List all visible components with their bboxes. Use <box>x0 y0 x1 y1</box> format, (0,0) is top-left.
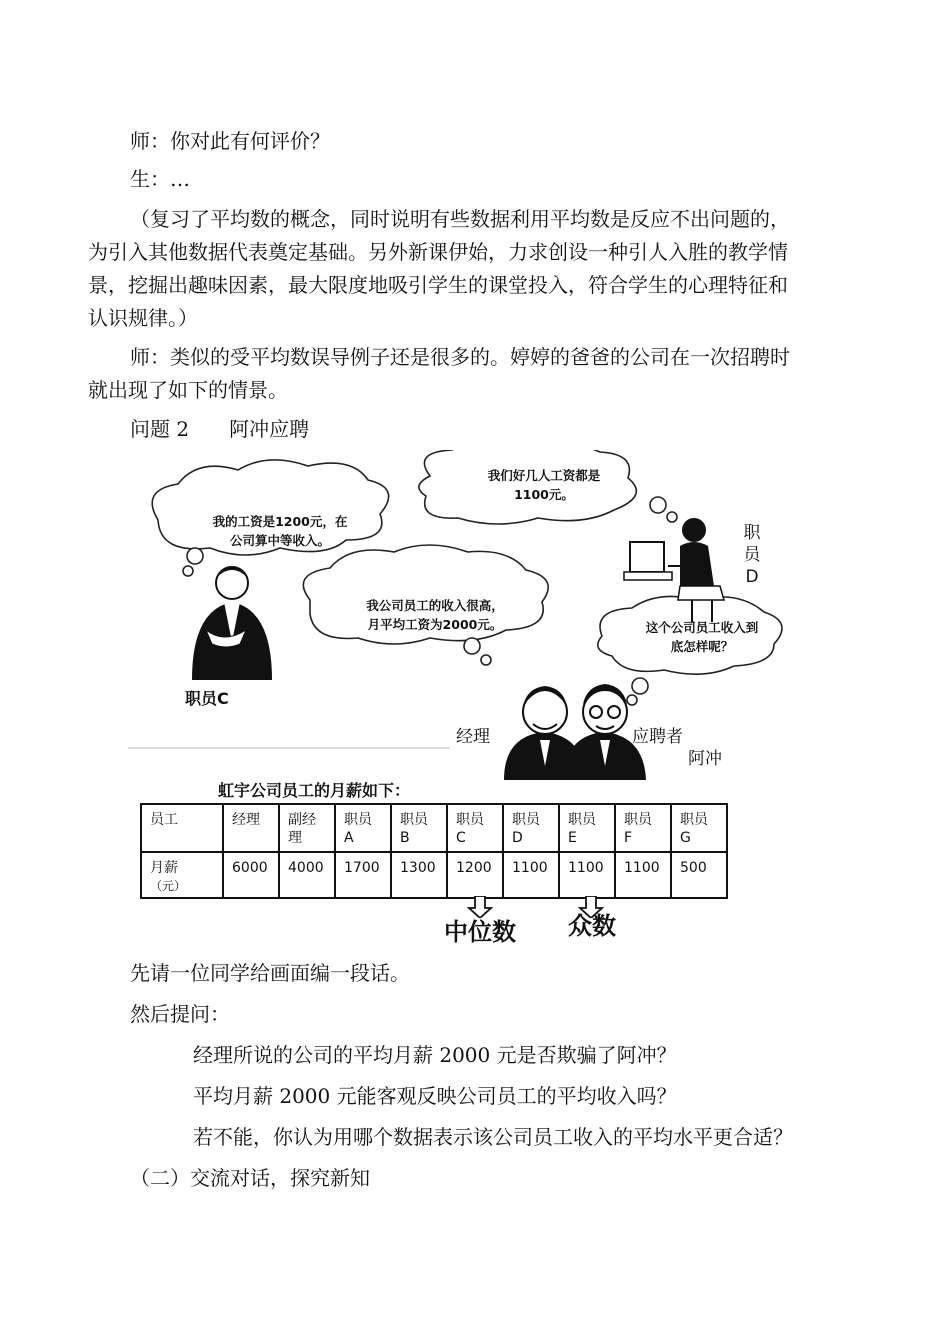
section-heading: （二）交流对话，探究新知 <box>130 1166 370 1190</box>
table-value-row <box>141 852 727 898</box>
bubble-d-text <box>454 466 634 504</box>
header-cell-2 <box>335 804 391 852</box>
header-cell-1 <box>279 804 335 852</box>
header-cell-5 <box>503 804 559 852</box>
header-5-line-1: 职员 <box>512 812 540 828</box>
bubble-d-line-1: 我们好几人工资都是 <box>487 468 601 483</box>
note-line-1: （复习了平均数的概念，同时说明有些数据利用平均数是反应不出问题的， <box>130 207 790 231</box>
header-6-line-1: 职员 <box>568 812 596 828</box>
header-5-line-2: D <box>512 830 523 846</box>
paragraph-teacher-line-2: 就出现了如下的情景。 <box>88 378 288 402</box>
problem-title: 问题 2 阿冲应聘 <box>130 417 310 441</box>
bubble-manager-line-1: 我公司员工的收入很高， <box>366 598 504 613</box>
bubble-manager-text <box>330 596 540 634</box>
header-cell-8 <box>671 804 727 852</box>
header-3-line-2: B <box>400 830 410 846</box>
header-1-line-2: 理 <box>288 830 302 846</box>
note-line-4: 认识规律。） <box>88 306 198 330</box>
table-header-row <box>141 804 727 852</box>
header-3-line-1: 职员 <box>400 812 428 828</box>
question-1: 经理所说的公司的平均月薪 2000 元是否欺骗了阿冲？ <box>193 1043 677 1067</box>
bubble-applicant-line-1: 这个公司员工收入到 <box>645 620 759 635</box>
value-cell-3: 1300 <box>391 852 447 898</box>
note-line-2: 为引入其他数据代表奠定基础。另外新课伊始，力求创设一种引人入胜的教学情 <box>88 240 788 264</box>
bubble-manager-line-2: 月平均工资为2000元。 <box>367 617 503 632</box>
header-0-line-1: 经理 <box>232 812 260 828</box>
value-cell-1: 4000 <box>279 852 335 898</box>
label-achong: 阿冲 <box>688 749 722 769</box>
header-7-line-2: F <box>624 830 633 846</box>
value-cell-2: 1700 <box>335 852 391 898</box>
paragraph-teacher-question: 师：你对此有何评价？ <box>130 129 330 153</box>
header-cell-4 <box>447 804 503 852</box>
header-2-line-1: 职员 <box>344 812 372 828</box>
bubble-c-line-2: 公司算中等收入。 <box>229 533 330 548</box>
paragraph-teacher-line-1: 师：类似的受平均数误导例子还是很多的。婷婷的爸爸的公司在一次招聘时 <box>130 345 790 369</box>
question-3: 若不能，你认为用哪个数据表示该公司员工收入的平均水平更合适？ <box>193 1125 793 1149</box>
label-employee-d-char-3: D <box>745 567 759 587</box>
header-cell-0 <box>223 804 279 852</box>
table-caption: 虹宇公司员工的月薪如下： <box>218 781 411 800</box>
mode-label: 众数 <box>568 912 616 940</box>
row-label-line-1: 月薪 <box>150 860 178 876</box>
value-cell-0: 6000 <box>223 852 279 898</box>
value-cell-5: 1100 <box>503 852 559 898</box>
header-7-line-1: 职员 <box>624 812 652 828</box>
value-cell-8: 500 <box>671 852 727 898</box>
employee-c-figure <box>192 566 272 680</box>
value-cell-6: 1100 <box>559 852 615 898</box>
label-employee-d <box>742 522 762 588</box>
paragraph-instruction: 先请一位同学给画面编一段话。 <box>130 961 410 985</box>
header-1-line-1: 副经 <box>288 812 316 828</box>
label-manager: 经理 <box>456 727 490 747</box>
header-2-line-2: A <box>344 830 354 846</box>
row-label-line-2: （元） <box>150 879 187 893</box>
question-2: 平均月薪 2000 元能客观反映公司员工的平均收入吗？ <box>193 1084 677 1108</box>
bubble-d-line-2: 1100元。 <box>514 487 574 502</box>
header-4-line-1: 职员 <box>456 812 484 828</box>
label-employee-c: 职员C <box>185 689 229 708</box>
bubble-applicant-line-2: 底怎样呢？ <box>670 639 734 654</box>
paragraph-student: 生：… <box>130 167 190 191</box>
label-applicant: 应聘者 <box>632 727 683 747</box>
header-cell-6 <box>559 804 615 852</box>
label-employee-d-char-1: 职 <box>743 523 761 543</box>
paragraph-then-ask: 然后提问： <box>130 1002 230 1026</box>
bubble-c-line-1: 我的工资是1200元，在 <box>212 514 348 529</box>
header-8-line-1: 职员 <box>680 812 708 828</box>
manager-and-applicant-figure <box>504 684 646 780</box>
note-line-3: 景，挖掘出趣味因素，最大限度地吸引学生的课堂投入，符合学生的心理特征和 <box>88 273 788 297</box>
header-cell-3 <box>391 804 447 852</box>
bubble-applicant-text <box>612 618 792 656</box>
label-employee-d-char-2: 员 <box>743 545 761 565</box>
bubble-c-text <box>180 512 380 550</box>
row-label-salary <box>141 852 223 898</box>
header-6-line-2: E <box>568 830 577 846</box>
header-8-line-2: G <box>680 830 691 846</box>
header-cell-7 <box>615 804 671 852</box>
header-4-line-2: C <box>456 830 466 846</box>
value-cell-7: 1100 <box>615 852 671 898</box>
median-label: 中位数 <box>444 918 516 946</box>
value-cell-4: 1200 <box>447 852 503 898</box>
header-cell-employee: 员工 <box>141 804 223 852</box>
salary-table <box>140 803 728 899</box>
